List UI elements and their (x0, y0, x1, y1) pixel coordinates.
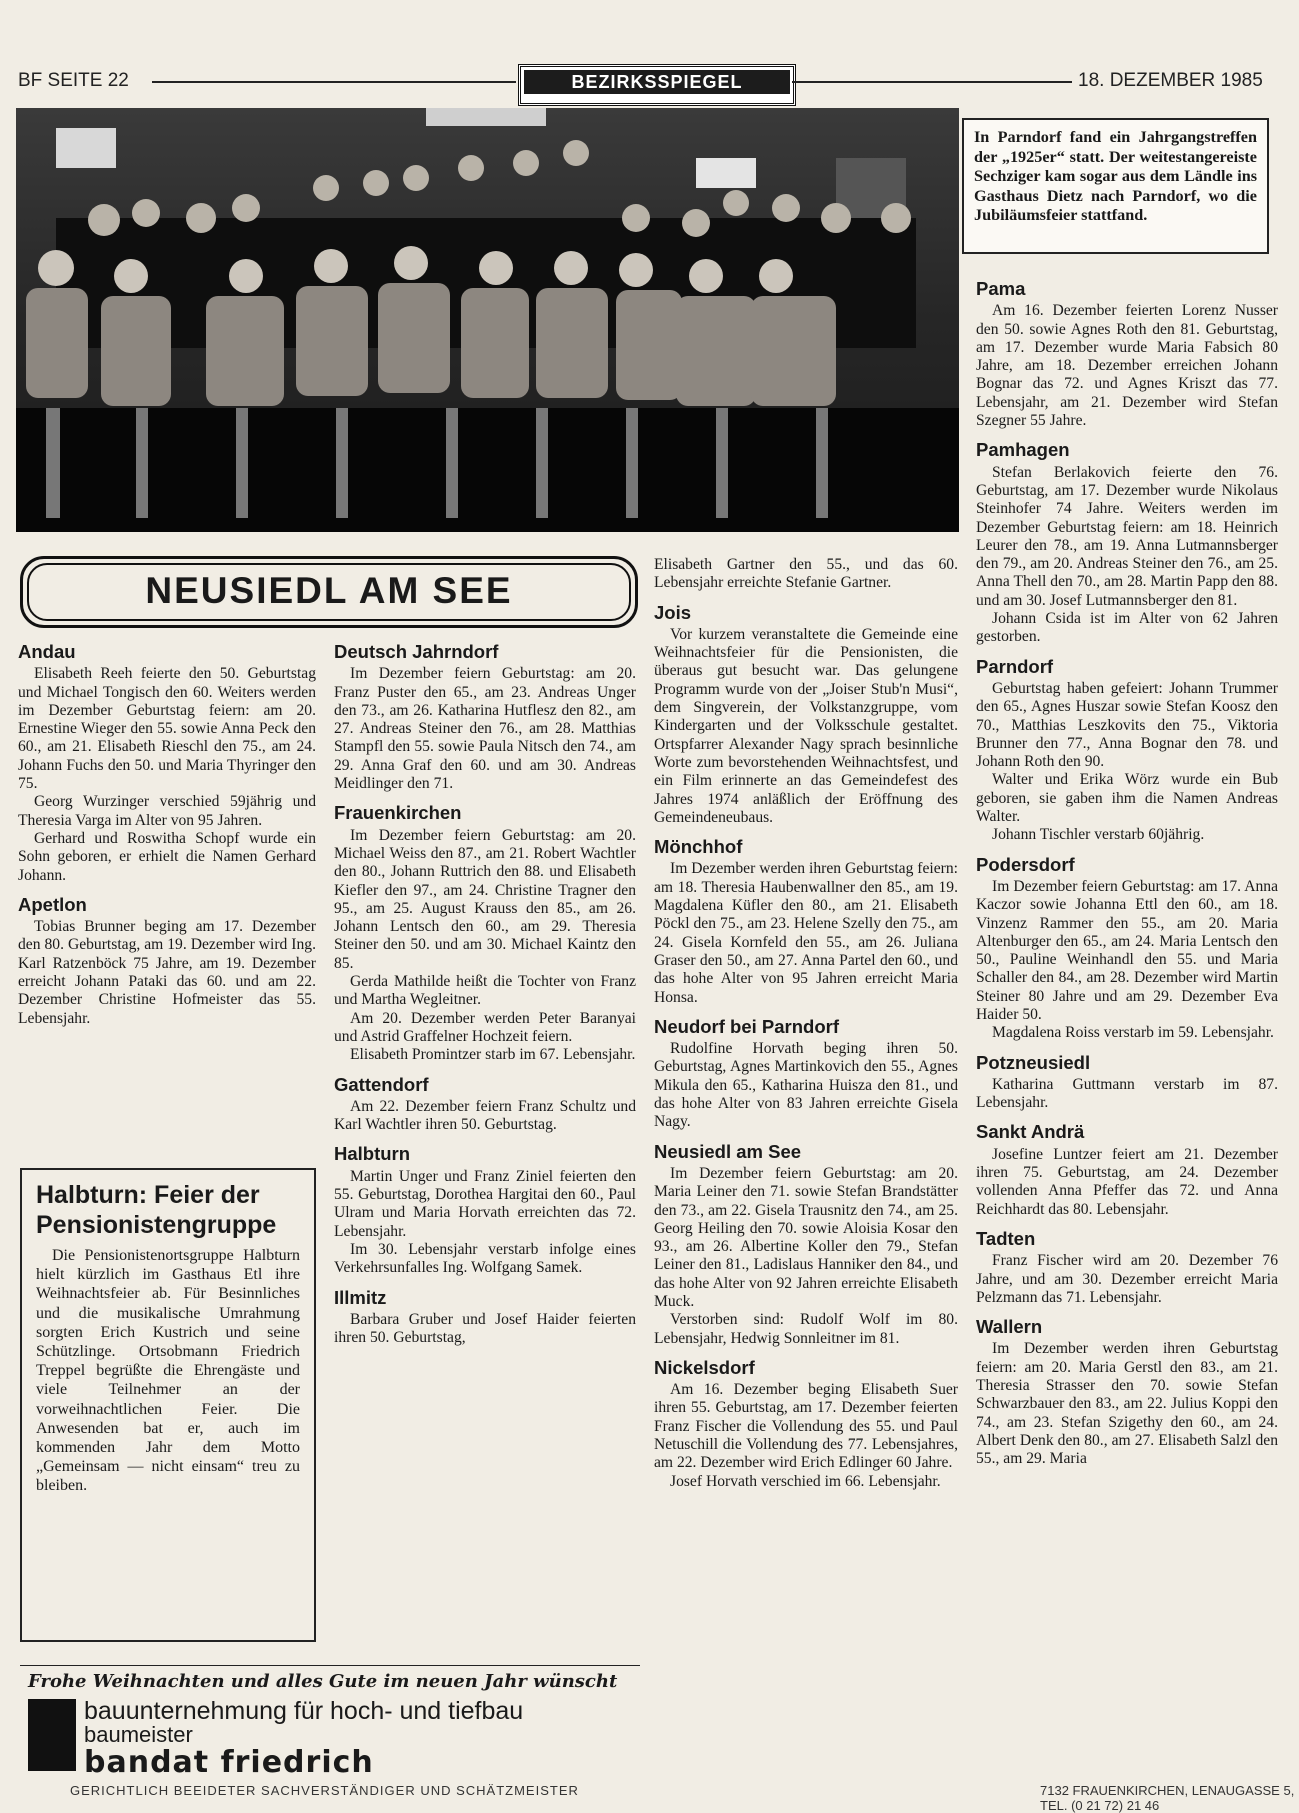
photo-caption: In Parndorf fand ein Jahrgangstreffen der „1925er“ statt. Der weitestangereiste Sechziger kam sogar aus dem Ländle ins Gasthaus Dietz nach Parndorf, wo die Jubiläumsfeier stattfand. (962, 118, 1269, 254)
advertisement (20, 1665, 640, 1795)
town-heading: Wallern (976, 1316, 1043, 1338)
paragraph: Johann Tischler verstarb 60jährig. (992, 826, 1205, 844)
paragraph: Barbara Gruber und Josef Haider feierten ihren 50. Geburtstag, (334, 1310, 636, 1347)
town-heading: Podersdorf (976, 853, 1075, 875)
town-heading: Pama (976, 278, 1026, 299)
town-heading: Gattendorf (334, 1073, 429, 1095)
paragraph: Rudolfine Horvath beging ihren 50. Geburtstag, Agnes Martinkovich den 55., Agnes Mikula den 65., Katharina Huisza den 81., und das hohe Alter von 83 Jahren erreichte Gisela Nagy. (654, 1040, 958, 1131)
town-heading: Andau (18, 641, 76, 662)
paragraph: Am 20. Dezember werden Peter Baranyai und Astrid Graffelner Hochzeit feiern. (334, 1009, 636, 1045)
paragraph: Johann Csida ist im Alter von 62 Jahren gestorben. (976, 610, 1278, 646)
town-heading: Potzneusiedl (976, 1051, 1091, 1073)
ad-credential: GERICHTLICH BEEIDETER SACHVERSTÄNDIGER UND SCHÄTZMEISTER (70, 1783, 579, 1798)
column-2 (334, 643, 636, 1347)
section-banner (518, 64, 796, 106)
paragraph: Am 16. Dezember feierten Lorenz Nusser den 50. sowie Agnes Roth den 81. Geburtstag, am 17. Dezember wurde Maria Fabsich 80 Jahre, am 18. Dezember erreichen Johann Bognar das 72. und Agnes Kriszt das 77. Lebensjahr, am 21. Dezember wird Stefan Szegner 55 Jahre. (976, 302, 1278, 430)
town-heading: Illmitz (334, 1286, 387, 1308)
feature-text: Die Pensionistenortsgruppe Halbturn hielt kürzlich im Gasthaus Etl ihre Weihnachtsfeier ab. Für Besinnliches und die musikalische Umrahmung sorgten Erich Kustrich und seine Schützlinge. Ortsobmann Friedrich Treppel begrüßte die Ehrengäste und viele Teilnehmer an der vorweihnachtlichen Feier. Die Anwesenden bat er, auch im kommenden Jahr dem Motto „Gemeinsam — nicht einsam“ treu zu bleiben. (36, 1247, 300, 1495)
paragraph: Gerhard und Roswitha Schopf wurde ein Sohn geboren, er erhielt die Namen Gerhard Johann. (18, 829, 316, 884)
paragraph: Im Dezember feiern Geburtstag: am 20. Michael Weiss den 87., am 21. Robert Wachtler den 80., Johann Ruttrich den 88. und Elisabeth Kiefler den 97., am 24. Christine Tragner den 95., am 25. August Krauss den 85., am 26. Johann Lentsch den 60., am 29. Theresia Steiner den 50. und am 30. Michael Kaintz den 85. (334, 826, 636, 972)
town-heading: Neusiedl am See (654, 1140, 802, 1162)
paragraph: Walter und Erika Wörz wurde ein Bub geboren, sie gaben ihm die Namen Andreas Walter. (976, 771, 1278, 826)
region-title-box (20, 556, 638, 628)
ad-address: 7132 FRAUENKIRCHEN, LENAUGASSE 5, TEL. (0 21 72) 21 46 (1040, 1783, 1295, 1813)
town-heading: Tadten (976, 1227, 1036, 1249)
paragraph: Stefan Berlakovich feierte den 76. Geburtstag, am 17. Dezember wurde Nikolaus Steinhofer 74 Jahre. Weiters werden im Dezember Geburtstag feiern: am 18. Heinrich Leurer den 78., am 19. Anna Lutmannsberger den 79., am 20. Andreas Steiner den 76., am 25. Anna Thell den 70., am 28. Martin Papp den 88. und am 30. Josef Lutmannsberger den 81. (976, 463, 1278, 609)
paragraph: Im Dezember feiern Geburtstag: am 20. Franz Puster den 65., am 23. Andreas Unger den 73., am 26. Katharina Hutflesz den 82., am 27. Andreas Steiner den 76., am 28. Matthias Stampfl den 55. sowie Paula Nitsch den 74., am 29. Anna Graf den 60. und am 30. Andreas Meidlinger den 71. (334, 665, 636, 793)
paragraph: Am 22. Dezember feiern Franz Schultz und Karl Wachtler ihren 50. Geburtstag. (334, 1097, 636, 1134)
paragraph: Josef Horvath verschied im 66. Lebensjahr. (670, 1472, 941, 1490)
feature-title: Halbturn: Feier der Pensionistengruppe (36, 1181, 277, 1239)
ad-title-line: baumeister (84, 1722, 193, 1747)
town-heading: Apetlon (18, 893, 87, 915)
paragraph: Elisabeth Gartner den 55., und das 60. Lebensjahr erreichte Stefanie Gartner. (654, 556, 958, 592)
column-4 (976, 280, 1278, 1469)
town-heading: Mönchhof (654, 836, 743, 858)
ad-company-line: bauunternehmung für hoch- und tiefbau (84, 1697, 524, 1725)
ad-name-line: bandat friedrich (84, 1745, 374, 1780)
paragraph: Martin Unger und Franz Ziniel feierten den 55. Geburtstag, Dorothea Hargitai den 60., Paul Ulram und Maria Horvath erreichten das 72. Lebensjahr. (334, 1167, 636, 1240)
group-photo (16, 108, 959, 532)
paragraph: Vor kurzem veranstaltete die Gemeinde eine Weihnachtsfeier für die Pensionisten, die überaus gut besucht war. Das gelungene Programm wurde von der „Joiser Stub'n Musi“, dem Singverein, der Volkstanzgruppe, vom Kindergarten und der Volksschule gestaltet. Ortspfarrer Alexander Nagy sprach besinnliche Worte zum bevorstehenden Weihnachtsfest, und ein Film erinnerte an das Gemeindefest des Jahres 1974 anläßlich der Eröffnung des Gemeindeneubaus. (654, 625, 958, 826)
paragraph: Katharina Guttmann verstarb im 87. Lebensjahr. (976, 1075, 1278, 1112)
paragraph: Tobias Brunner beging am 17. Dezember den 80. Geburtstag, am 19. Dezember wird Ing. Karl Ratzenböck 75 Jahre, am 19. Dezember erreicht Johann Pataki das 60. und am 22. Dezember Christine Hofmeister das 55. Lebensjahr. (18, 918, 316, 1027)
section-title: BEZIRKSSPIEGEL (524, 70, 790, 94)
paragraph: Im Dezember feiern Geburtstag: am 17. Anna Kaczor sowie Johanna Ettl den 60., am 18. Vinzenz Rammer den 55., am 20. Maria Altenburger den 65., am 24. Maria Lentsch den 50., Pauline Weinhandl den 55. und Maria Schaller den 84., am 28. Dezember wird Martin Steiner 80 Jahre und am 29. Dezember Eva Haider 50. (976, 877, 1278, 1023)
region-title: NEUSIEDL AM SEE (27, 563, 631, 621)
header-rule-right (792, 81, 1072, 83)
paragraph: Im Dezember werden ihren Geburtstag feiern: am 20. Maria Gerstl den 83., am 21. Theresia Strasser den 70. sowie Stefan Schwarzbauer den 83., am 22. Julius Koppi den 74., am 23. Stefan Szigethy den 60., am 24. Albert Denk den 80., am 27. Elisabeth Salzl den 55., am 29. Maria (976, 1340, 1278, 1468)
company-logo-icon (28, 1699, 76, 1771)
ad-rule-top (20, 1665, 640, 1666)
town-heading: Jois (654, 601, 692, 623)
paragraph: Elisabeth Reeh feierte den 50. Geburtstag und Michael Tongisch den 60. Weiters werden im Dezember Geburtstag feiern: am 20. Ernestine Wieger den 55. sowie Anna Peck den 60., am 21. Elisabeth Rieschl den 75., am 24. Johann Fuchs den 50. und Maria Thyringer den 75. (18, 665, 316, 793)
paragraph: Josefine Luntzer feiert am 21. Dezember ihren 75. Geburtstag, am 24. Dezember vollenden Anna Pfeffer das 72. und Anna Reichhardt das 80. Lebensjahr. (976, 1145, 1278, 1218)
town-heading: Pamhagen (976, 439, 1070, 461)
town-heading: Halbturn (334, 1143, 411, 1165)
town-heading: Sankt Andrä (976, 1121, 1085, 1143)
paragraph: Gerda Mathilde heißt die Tochter von Franz und Martha Wegleitner. (334, 973, 636, 1009)
column-1 (18, 643, 316, 1028)
paragraph: Elisabeth Promintzer starb im 67. Lebensjahr. (350, 1046, 636, 1064)
town-heading: Frauenkirchen (334, 802, 462, 824)
paragraph: Am 16. Dezember beging Elisabeth Suer ihren 55. Geburtstag, am 17. Dezember feierten Franz Fischer die Vollendung des 55. und Paul Netuschill die Vollendung des 77. Lebensjahres, am 22. Dezember wird Erich Edlinger 60 Jahre. (654, 1381, 958, 1472)
town-heading: Neudorf bei Parndorf (654, 1015, 840, 1037)
town-heading: Deutsch Jahrndorf (334, 641, 499, 662)
halbturn-feature-box (20, 1168, 316, 1642)
paragraph: Im Dezember werden ihren Geburtstag feiern: am 18. Theresia Haubenwallner den 85., am 19. Magdalena Küfler den 80., am 21. Elisabeth Pöckl den 75., am 23. Helene Szelly den 75., am 24. Gisela Kornfeld den 55., am 26. Juliana Graser den 50., am 27. Anna Partel den 60., und das hohe Alter von 95 Jahren erreicht Maria Honsa. (654, 860, 958, 1006)
column-3 (654, 556, 958, 1491)
paragraph: Franz Fischer wird am 20. Dezember 76 Jahre, und am 30. Dezember erreicht Maria Pelzmann das 71. Lebensjahr. (976, 1252, 1278, 1306)
paragraph: Geburtstag haben gefeiert: Johann Trummer den 65., Agnes Huszar sowie Stefan Koosz den 70., Matthias Leszkovits den 75., Viktoria Brunner den 77., Anna Bognar den 78. und Johann Roth den 90. (976, 679, 1278, 771)
town-heading: Parndorf (976, 655, 1054, 677)
ad-slogan: Frohe Weihnachten und alles Gute im neuen Jahr wünscht (28, 1671, 618, 1692)
issue-date: 18. DEZEMBER 1985 (1078, 70, 1263, 91)
paragraph: Im Dezember feiern Geburtstag: am 20. Maria Leiner den 71. sowie Stefan Brandstätter den 73., am 22. Gisela Trausnitz den 74., am 25. Georg Heiling den 70. sowie Aloisia Kosar den 93., am 26. Albertine Koller den 79., Stefan Leiner den 81., Ladislaus Hanniker den 84., und das hohe Alter von 92 Jahren erreichte Elisabeth Muck. (654, 1164, 958, 1310)
paragraph: Georg Wurzinger verschied 59jährig und Theresia Varga im Alter von 95 Jahren. (18, 793, 316, 829)
town-heading: Nickelsdorf (654, 1356, 755, 1378)
page-label: BF SEITE 22 (18, 70, 129, 91)
header-rule-left (152, 81, 516, 83)
paragraph: Verstorben sind: Rudolf Wolf im 80. Lebensjahr, Hedwig Sonnleitner im 81. (654, 1311, 958, 1347)
paragraph: Im 30. Lebensjahr verstarb infolge eines Verkehrsunfalles Ing. Wolfgang Samek. (334, 1240, 636, 1277)
paragraph: Magdalena Roiss verstarb im 59. Lebensjahr. (992, 1024, 1274, 1042)
